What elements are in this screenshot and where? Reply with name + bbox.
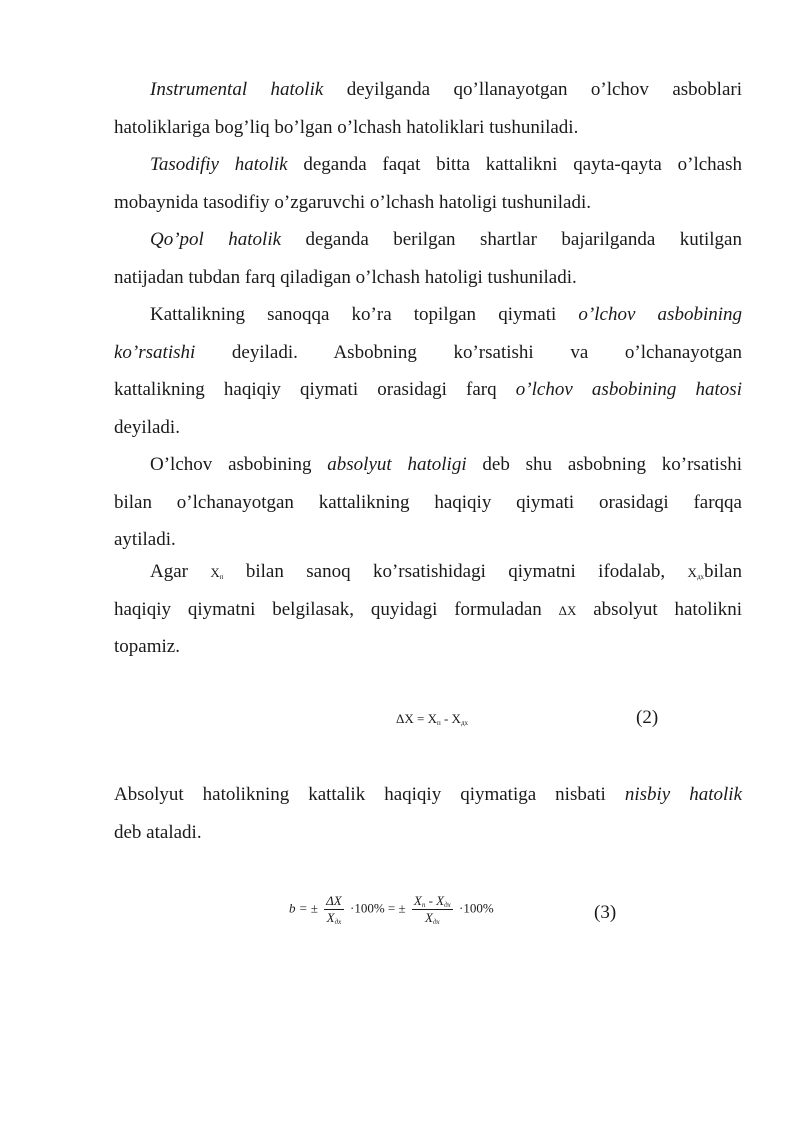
equation-absolute-error xyxy=(396,711,468,727)
text-span: deyiladi. Asbobning ko’rsatishi va o’lchanayotgan xyxy=(231,341,743,363)
paragraph-formula-intro xyxy=(114,553,742,666)
fraction-difference-over-true xyxy=(412,893,453,926)
formula-subscript: дх xyxy=(334,918,342,926)
fraction-numerator xyxy=(412,893,453,910)
formula-part: X xyxy=(425,910,433,925)
paragraph-absolute-error xyxy=(114,446,742,559)
symbol-subscript: п xyxy=(219,573,224,581)
term-instrument-reading-cont: ko’rsatishi xyxy=(114,341,196,363)
paragraph-line: deyiladi. xyxy=(114,416,180,438)
text-span: haqiqiy qiymatni belgilasak, quyidagi formuladan xyxy=(114,598,542,620)
text-span: deb shu asbobning ko’rsatishi xyxy=(482,454,742,475)
formula-part: X xyxy=(326,910,335,925)
formula-part: ·100% = ± xyxy=(350,900,406,916)
equation-number-3: (3) xyxy=(594,902,617,923)
paragraph-line: mobaynida tasodifiy o’zgaruvchi o’lchash hatoligi tushuniladi. xyxy=(114,191,592,213)
paragraph-line xyxy=(114,71,742,109)
text-span: Kattalikning sanoqqa ko’ra topilgan qiymati xyxy=(150,304,557,325)
paragraph-line: deb ataladi. xyxy=(114,821,202,843)
text-span: O’lchov asbobining xyxy=(150,454,312,475)
paragraph-line xyxy=(114,296,742,334)
paragraph-line xyxy=(114,776,742,814)
paragraph-random-error xyxy=(114,146,742,221)
fraction-numerator: ΔX xyxy=(326,893,342,908)
formula-subscript: п xyxy=(421,901,426,909)
formula-subscript: дх xyxy=(432,918,440,926)
text-span: bilan xyxy=(704,561,742,582)
text-span: bilan sanoq ko’rsatishidagi qiymatni ifodalab, xyxy=(245,561,666,582)
symbol-x-true xyxy=(688,565,704,580)
formula-subscript: п xyxy=(436,719,441,727)
term-absolute-error: absolyut hatoligi xyxy=(327,454,467,475)
text-span: Absolyut hatolikning kattalik haqiqiy qiymatiga nisbati xyxy=(114,784,606,805)
equation-relative-error xyxy=(289,893,494,926)
paragraph-line: bilan o’lchanayotgan kattalikning haqiqiy qiymati orasidagi farqqa xyxy=(114,491,742,513)
fraction-delta-over-true xyxy=(324,893,344,926)
paragraph-line xyxy=(114,553,742,591)
paragraph-line xyxy=(114,446,742,484)
fraction-denominator xyxy=(412,910,453,926)
symbol-main: X xyxy=(210,565,220,580)
fraction-denominator xyxy=(324,910,344,926)
text-span: deyilganda qo’llanayotgan o’lchov asboblari xyxy=(346,79,742,100)
paragraph-gross-error xyxy=(114,221,742,296)
formula-part: ·100% xyxy=(459,900,494,916)
term-instrumental-error: Instrumental hatolik xyxy=(150,79,324,100)
paragraph-line: topamiz. xyxy=(114,636,180,657)
symbol-delta-x: ΔX xyxy=(558,602,577,618)
formula-part: b = ± xyxy=(289,900,318,916)
paragraph-line: natijadan tubdan farq qiladigan o’lchash hatoligi tushuniladi. xyxy=(114,266,577,288)
text-span: deganda faqat bitta kattalikni qayta-qayta o’lchash xyxy=(303,154,742,175)
paragraph-instrumental-error xyxy=(114,71,742,146)
paragraph-line xyxy=(114,591,742,629)
paragraph-line: hatoliklariga bog’liq bo’lgan o’lchash hatoliklari tushuniladi. xyxy=(114,116,579,138)
formula-subscript: дх xyxy=(444,901,451,909)
text-span: Agar xyxy=(150,561,188,582)
term-instrument-reading: o’lchov asbobining xyxy=(578,304,742,325)
text-span: kattalikning haqiqiy qiymati orasidagi farq xyxy=(114,379,497,400)
paragraph-instrument-reading xyxy=(114,296,742,446)
term-relative-error: nisbiy hatolik xyxy=(624,784,742,805)
formula-subscript: дх xyxy=(460,719,468,727)
symbol-x-reading xyxy=(210,565,223,580)
equation-number-2: (2) xyxy=(636,707,659,728)
formula-part: X xyxy=(413,893,422,908)
formula-part: ΔX = X xyxy=(396,711,437,726)
paragraph-line xyxy=(114,371,742,409)
formula-part: - X xyxy=(425,893,445,908)
term-instrument-error: o’lchov asbobining hatosi xyxy=(515,379,742,400)
paragraph-line: aytiladi. xyxy=(114,529,176,550)
paragraph-relative-error xyxy=(114,776,742,851)
symbol-subscript: дх xyxy=(696,573,704,581)
term-gross-error: Qo’pol hatolik xyxy=(150,229,282,250)
symbol-main: X xyxy=(687,565,697,580)
text-span: absolyut hatolikni xyxy=(593,598,743,620)
formula-part: - X xyxy=(440,711,461,726)
term-random-error: Tasodifiy hatolik xyxy=(150,154,288,175)
text-span: deganda berilgan shartlar bajarilganda kutilgan xyxy=(305,229,742,250)
paragraph-line xyxy=(114,334,742,372)
paragraph-line xyxy=(114,146,742,184)
paragraph-line xyxy=(114,221,742,259)
